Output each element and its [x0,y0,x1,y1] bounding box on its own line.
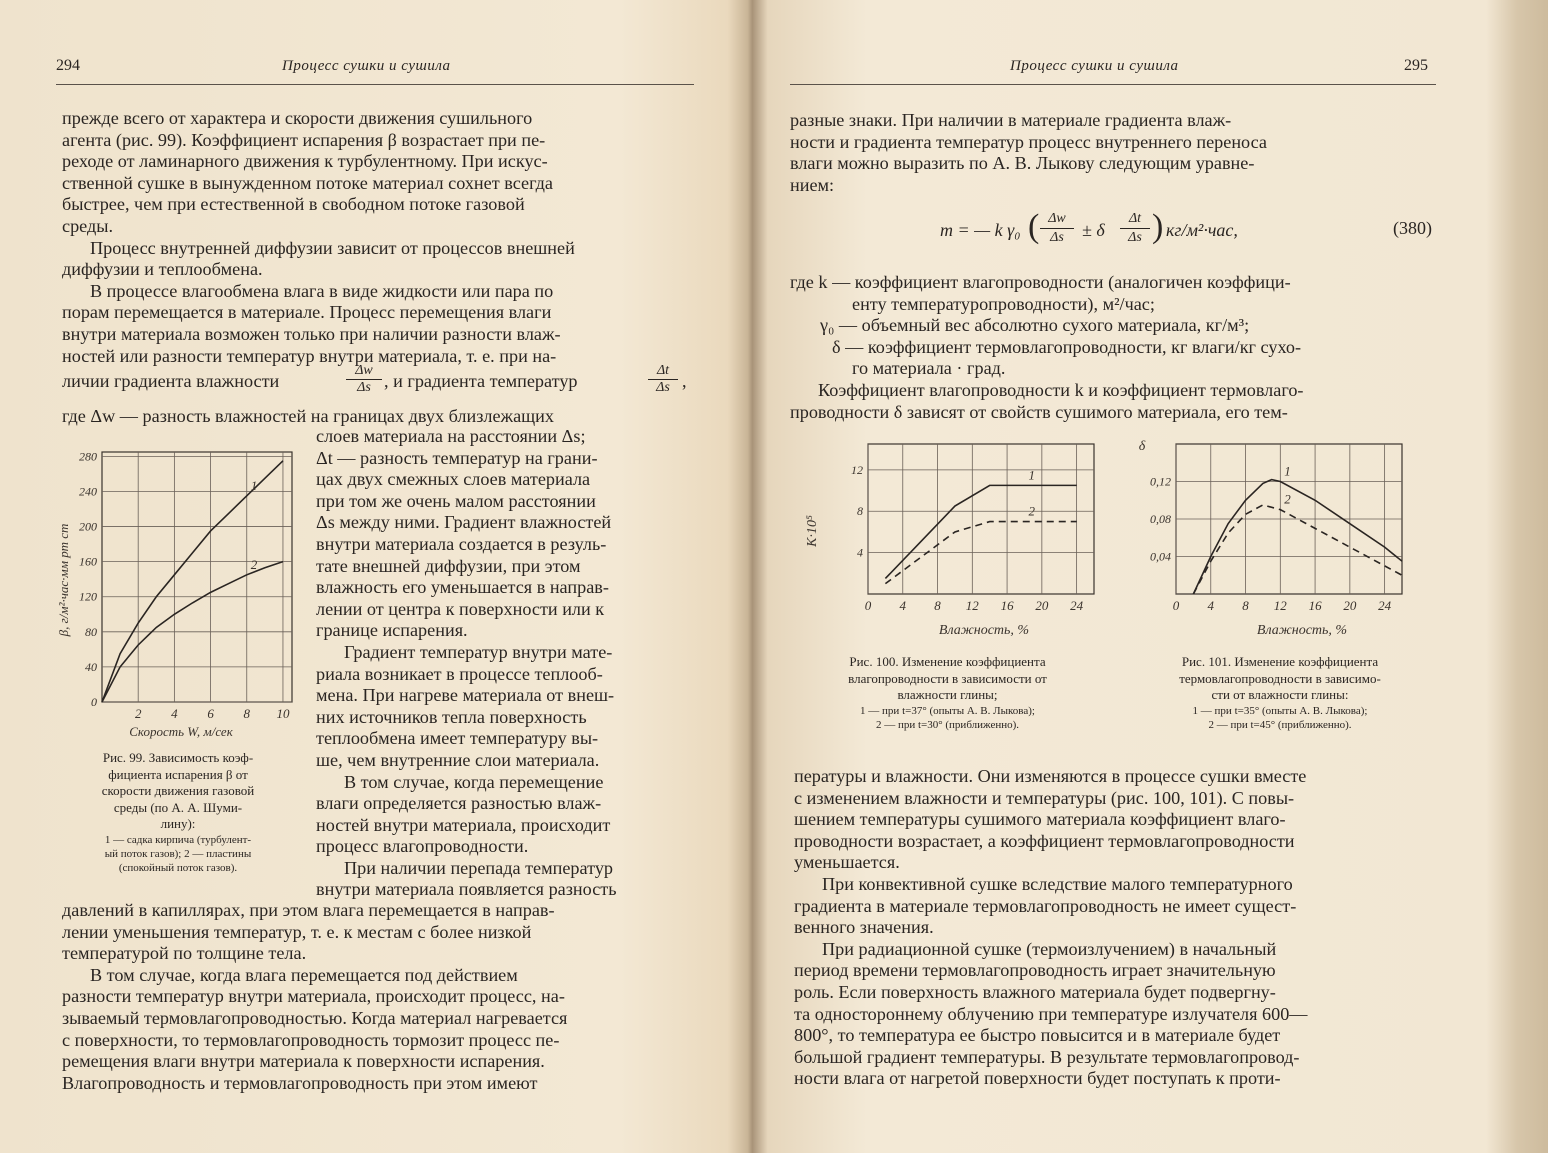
fraction: Δw Δs [1040,210,1074,247]
text-line: Процесс внутренней диффузии зависит от процессов внешней [90,237,575,258]
text-line: прежде всего от характера и скорости движения сушильного [62,108,533,128]
y-tick-label: 0,12 [1150,474,1171,489]
series-line-1 [1193,480,1402,594]
x-tick-label: 8 [243,706,251,721]
x-tick-label: 16 [1308,598,1322,613]
x-tick-label: 24 [1378,598,1392,613]
gradient-line: личии градиента влажности Δw Δs , и градиента температур Δt Δs , [62,363,687,395]
text-line: В процессе влагообмена влага в виде жидкости или пара по [90,280,554,301]
text-line: агента (рис. 99). Коэффициент испарения β возрастает при пе- [62,129,546,150]
text-line: среды. [62,215,114,236]
y-tick-label: 280 [79,449,97,464]
text-line: ностей или разности температур внутри материала, т. е. при на- [62,345,557,366]
fig100-xlabel: Влажность, % [938,623,1030,638]
series-label: 2 [250,556,258,572]
right-bottom-block: пературы и влажности. Они изменяются в процессе сушки вместе с изменением влажности и температуры (рис. 100, 101). С повы- шением температуры сушимого материала коэффициент влаго- проводности возрастает, а коэффициент термовлагопроводности уменьшается. При конвективной сушке вследствие малого температурного градиента в материале термовлагопроводность не имеет сущест- венного значения. При радиационной сушке (термоизлучением) в начальный период времени термовлагопроводность играет значительную роль. Если поверхность влажного материала будет подвергну- та одностороннему облучению при температуре излучателя 600— 800°, то температура ее быстро повысится и в материале будет большой градиент температуры. В результате термовлагопровод- ности влага от нагретой поверхности будет поступать к проти- [794,766,1308,1089]
series-line-1 [102,461,283,702]
x-tick-label: 4 [171,706,178,721]
series-label: 1 [1284,463,1291,479]
fig99-caption: Рис. 99. Зависимость коэф- фициента испарения β от скорости движения газовой среды (по А. А. Шуми- лину): 1 — садка кирпича (турбулент- ый поток газов); 2 — пластины (спокойный поток газов). [101,750,255,874]
right-page [760,0,1548,1153]
x-tick-label: 12 [1273,598,1287,613]
series-line-1 [885,485,1076,578]
left-bottom-block: давлений в капиллярах, при этом влага перемещается в направ- лении уменьшения температур, т. е. к местам с более низкой температурой по толщине тела. В том случае, когда влага перемещается под действием разности температур внутри материала, происходит процесс, на- зываемый термовлагопроводностью. Когда материал нагревается с поверхности, то термовлагопроводность тормозит процесс пе- ремещения влаги внутри материала к поверхности испарения. Влагопроводность и термовлагопроводность при этом имеют [62,900,568,1093]
text-line: ственной сушке в вынужденном потоке материал сохнет всегда [62,172,553,193]
fig99-ylabel: β, г/м²·час·мм рт ст [56,523,71,637]
y-tick-label: 12 [851,462,863,477]
series-label: 2 [1284,491,1291,507]
header-rule [790,84,1436,85]
fig100-caption: Рис. 100. Изменение коэффициента влагопроводности в зависимости от влажности глины; 1 — при t=37° (опыты А. В. Лыкова); 2 — при t=30° (приближенно). [848,654,1047,731]
fig101-chart [1122,436,1432,641]
x-tick-label: 0 [1172,598,1180,613]
text-line: порам перемещается в материале. Процесс перемещения влаги [62,302,552,323]
x-tick-label: 0 [864,598,872,613]
x-tick-label: 6 [207,706,214,721]
fig99-frame [102,452,292,702]
fig99-chart [56,440,306,745]
running-head: Процесс сушки и сушила [282,58,451,74]
y-tick-label: 8 [857,504,863,519]
left-side-block: слоев материала на расстоянии Δs; Δt — разность температур на грани- цах двух смежных слоев материала при том же очень малом расстоянии Δs между ними. Градиент влажностей внутри материала создается в резуль- тате внешней диффузии, при этом влажность его уменьшается в направ- лении от центра к поверхности или к границе испарения. Градиент температур внутри мате- риала возникает в процессе теплооб- мена. При нагреве материала от внеш- них источников тепла поверхность теплообмена имеет температуру вы- ше, чем внутренние слои материала. В том случае, когда перемещение влаги определяется разностью влаж- ностей внутри материала, происходит процесс влагопроводности. При наличии перепада температур внутри материала появляется разность [316,426,617,900]
header-rule [56,84,694,85]
fig101-caption: Рис. 101. Изменение коэффициента термовлагопроводности в зависимо- сти от влажности глины: 1 — при t=35° (опыты А. В. Лыкова); 2 — при t=45° (приближенно). [1179,654,1381,731]
y-tick-label: 40 [85,659,97,674]
text-line: реходе от ламинарного движения к турбулентному. При искус- [62,151,548,172]
fraction: Δt Δs [648,363,678,396]
text-line: быстрее, чем при естественной в свободном потоке газовой [62,194,525,215]
right-top-block: разные знаки. При наличии в материале градиента влаж- ности и градиента температур процесс внутреннего переноса влаги можно выразить по А. В. Лыкову следующим уравне- нием: [790,110,1267,195]
x-tick-label: 20 [1343,598,1357,613]
fig101-ylabel: δ [1138,439,1146,454]
fig100-ylabel: K·10⁵ [805,515,820,547]
series-line-2 [1193,505,1402,594]
y-tick-label: 200 [79,519,97,534]
fig100-frame [868,444,1094,594]
left-page [0,0,755,1153]
fig99-xlabel: Скорость W, м/сек [129,724,233,739]
fig101-xlabel: Влажность, % [1256,623,1348,638]
text-line: внутри материала возможен только при наличии разности влаж- [62,323,561,344]
fraction: Δt Δs [1120,210,1150,247]
page-number: 295 [1404,57,1428,74]
series-label: 1 [1028,467,1035,483]
x-tick-label: 4 [1207,598,1215,613]
x-tick-label: 10 [276,706,290,721]
x-tick-label: 8 [1242,598,1249,613]
left-top-block [62,108,696,367]
y-tick-label: 160 [79,554,97,569]
definitions-block: где k — коэффициент влагопроводности (аналогичен коэффици- енту температуропроводности), м²/час; γ₀ — объемный вес абсолютно сухого материала, кг/м³; δ — коэффициент термовлагопроводности, кг влаги/кг сухо- го материала · град. Коэффициент влагопроводности k и коэффициент термовлаго- проводности δ зависят от свойств сушимого материала, его тем- [790,272,1304,422]
equation-number: (380) [1393,218,1432,238]
y-tick-label: 0,04 [1150,549,1171,564]
page-number: 294 [56,57,80,74]
series-label: 1 [250,477,258,493]
x-tick-label: 4 [899,598,907,613]
fraction: Δw Δs [346,363,382,396]
text-line: диффузии и теплообмена. [62,259,263,280]
y-tick-label: 120 [79,589,97,604]
y-tick-label: 4 [857,545,863,560]
y-tick-label: 0 [91,695,97,709]
series-label: 2 [1028,503,1035,519]
fig100-chart [794,436,1114,641]
running-head: Процесс сушки и сушила [1010,58,1179,74]
x-tick-label: 2 [134,706,142,721]
x-tick-label: 20 [1035,598,1049,613]
y-tick-label: 80 [85,624,97,639]
y-tick-label: 240 [79,484,97,499]
x-tick-label: 12 [965,598,979,613]
where-line: где Δw — разность влажностей на границах двух близлежащих [62,406,555,426]
x-tick-label: 8 [934,598,941,613]
x-tick-label: 16 [1000,598,1014,613]
x-tick-label: 24 [1070,598,1084,613]
y-tick-label: 0,08 [1150,512,1171,526]
formula-380: m = — k γ₀ ( Δw Δs ± δ Δt Δs ) кг/м²·час, (380) [940,208,1432,245]
